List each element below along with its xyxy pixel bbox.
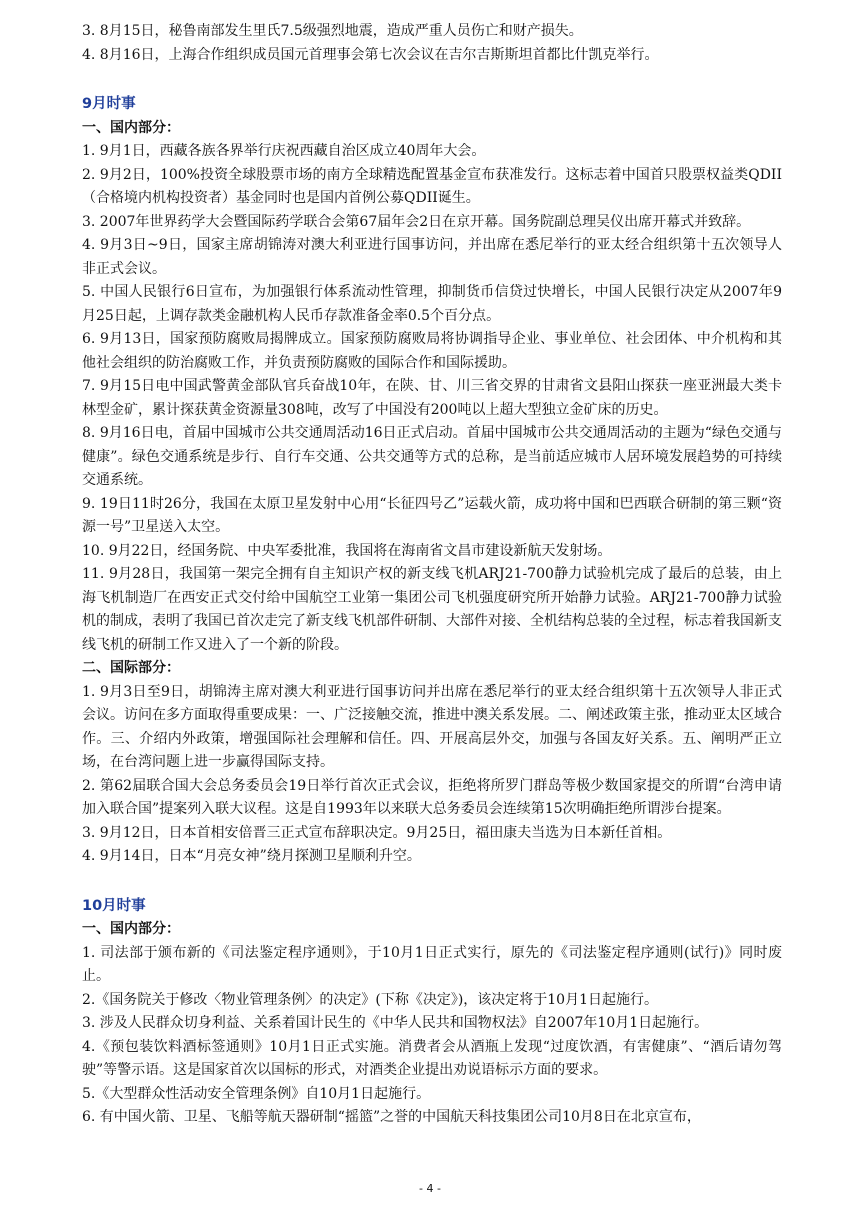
list-item: 2. 9月2日，100%投资全球股票市场的南方全球精选配置基金宣布获准发行。这标志着中国首只股票权益类QDII（合格境内机构投资者）基金同时也是国内首例公募QDII诞生。 [82, 166, 782, 206]
list-item: 4. 9月14日，日本“月亮女神”绕月探测卫星顺利升空。 [82, 848, 421, 864]
list-item: 1. 司法部于颁布新的《司法鉴定程序通则》，于10月1日正式实行，原先的《司法鉴定程序通则(试行)》同时废止。 [82, 944, 782, 984]
list-item: 3. 8月15日，秘鲁南部发生里氏7.5级强烈地震，造成严重人员伤亡和财产损失。 [82, 23, 583, 39]
sep-section [82, 93, 782, 869]
intl-heading: 二、国际部分： [82, 660, 180, 676]
page-number: - 4 - [419, 1182, 441, 1195]
list-item: 1. 9月3日至9日，胡锦涛主席对澳大利亚进行国事访问并出席在悉尼举行的亚太经合组织第十五次领导人非正式会议。访问在多方面取得重要成果：一、广泛接触交流，推进中澳关系发展。二、阐述政策主张，推动亚太区域合作。三、介绍内外政策，增强国际社会理解和信任。四、开展高层外交，加强与各国友好关系。五、阐明严正立场，在台湾问题上进一步赢得国际支持。 [82, 683, 782, 770]
oct-section [82, 895, 782, 1130]
list-item: 7. 9月15日电中国武警黄金部队官兵奋战10年，在陕、甘、川三省交界的甘肃省文县阳山探获一座亚洲最大类卡林型金矿，累计探获黄金资源量308吨，改写了中国没有200吨以上超大型独立金矿床的历史。 [82, 378, 782, 418]
list-item: 3. 2007年世界药学大会暨国际药学联合会第67届年会2日在京开幕。国务院副总理吴仪出席开幕式并致辞。 [82, 213, 751, 230]
list-item: 10. 9月22日，经国务院、中央军委批准，我国将在海南省文昌市建设新航天发射场。 [82, 542, 612, 559]
domestic-heading: 一、国内部分： [82, 119, 180, 136]
list-item: 5. 中国人民银行6日宣布，为加强银行体系流动性管理，抑制货币信贷过快增长，中国人民银行决定从2007年9月25日起，上调存款类金融机构人民币存款准备金率0.5个百分点。 [82, 284, 782, 324]
list-item: 2.《国务院关于修改〈物业管理条例〉的决定》(下称《决定》)，该决定将于10月1日起施行。 [82, 991, 659, 1008]
list-item: 9. 19日11时26分，我国在太原卫星发射中心用“长征四号乙”运载火箭，成功将中国和巴西联合研制的第三颗“资源一号”卫星送入太空。 [82, 495, 782, 535]
list-item: 6. 有中国火箭、卫星、飞船等航天器研制“摇篮”之誉的中国航天科技集团公司10月8日在北京宣布， [82, 1109, 701, 1125]
list-item: 6. 9月13日，国家预防腐败局揭牌成立。国家预防腐败局将协调指导企业、事业单位、社会团体、中介机构和其他社会组织的防治腐败工作，并负责预防腐败的国际合作和国际援助。 [82, 331, 782, 371]
list-item: 3. 9月12日，日本首相安倍晋三正式宣布辞职决定。9月25日，福田康夫当选为日本新任首相。 [82, 824, 672, 841]
month-heading-sep: 9月时事 [82, 96, 136, 112]
list-item: 8. 9月16日电，首届中国城市公共交通周活动16日正式启动。首届中国城市公共交通周活动的主题为“绿色交通与健康”。绿色交通系统是步行、自行车交通、公共交通等方式的总称，是当前适应城市人居环境发展趋势的可持续交通系统。 [82, 425, 782, 488]
document-page [82, 20, 782, 1130]
aug-section [82, 20, 782, 67]
list-item: 11. 9月28日，我国第一架完全拥有自主知识产权的新支线飞机ARJ21-700静力试验机完成了最后的总装，由上海飞机制造厂在西安正式交付给中国航空工业第一集团公司飞机强度研究所开始静力试验。ARJ21-700静力试验机的制成，表明了我国已首次走完了新支线飞机部件研制、大部件对接、全机结构总装的全过程，标志着我国新支线飞机的研制工作又进入了一个新的阶段。 [82, 566, 782, 653]
list-item: 4.《预包装饮料酒标签通则》10月1日正式实施。消费者会从酒瓶上发现“过度饮酒，有害健康”、“酒后请勿驾驶”等警示语。这是国家首次以国标的形式，对酒类企业提出劝说语标示方面的要求。 [82, 1038, 782, 1078]
month-heading-oct: 10月时事 [82, 897, 146, 914]
list-item: 4. 8月16日，上海合作组织成员国元首理事会第七次会议在吉尔吉斯斯坦首都比什凯克举行。 [82, 46, 659, 63]
list-item: 3. 涉及人民群众切身利益、关系着国计民生的《中华人民共和国物权法》自2007年10月1日起施行。 [82, 1015, 709, 1031]
list-item: 4. 9月3日~9日，国家主席胡锦涛对澳大利亚进行国事访问，并出席在悉尼举行的亚太经合组织第十五次领导人非正式会议。 [82, 237, 782, 277]
list-item: 1. 9月1日，西藏各族各界举行庆祝西藏自治区成立40周年大会。 [82, 143, 486, 159]
list-item: 5.《大型群众性活动安全管理条例》自10月1日起施行。 [82, 1085, 431, 1102]
list-item: 2. 第62届联合国大会总务委员会19日举行首次正式会议，拒绝将所罗门群岛等极少数国家提交的所谓“台湾申请加入联合国”提案列入联大议程。这是自1993年以来联大总务委员会连续第15次明确拒绝所谓涉台提案。 [82, 777, 782, 817]
domestic-heading: 一、国内部分： [82, 921, 180, 937]
